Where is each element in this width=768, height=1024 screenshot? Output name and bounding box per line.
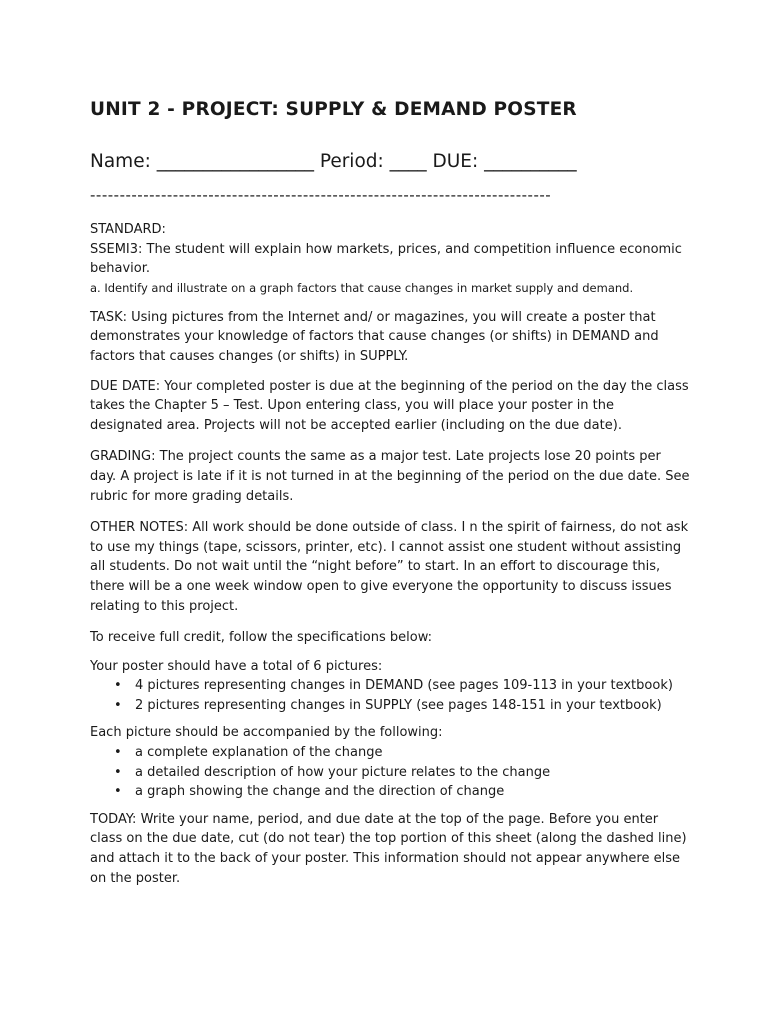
list-item-text: a graph showing the change and the direction of change bbox=[135, 784, 505, 800]
list-item bbox=[90, 676, 690, 696]
each-items-list bbox=[90, 743, 690, 802]
list-item-text: a detailed description of how your picture relates to the change bbox=[135, 764, 551, 780]
task-paragraph: TASK: Using pictures from the Internet and/ or magazines, you will create a poster that demonstrates your knowledge of factors that cause changes (or shifts) in DEMAND and factors that causes changes (or shifts) in SUPPLY. bbox=[90, 309, 659, 364]
list-item bbox=[90, 743, 690, 763]
grading-paragraph: GRADING: The project counts the same as a major test. Late projects lose 20 points per day. A project is late if it is not turned in at the beginning of the period on the due date. See rubric for more grading details. bbox=[90, 449, 690, 504]
due-date-paragraph: DUE DATE: Your completed poster is due at the beginning of the period on the day the class takes the Chapter 5 – Test. Upon entering class, you will place your poster in the designated area. Projects will not be accepted earlier (including on the due date). bbox=[90, 378, 689, 433]
today-paragraph: TODAY: Write your name, period, and due date at the top of the page. Before you enter class on the due date, cut (do not tear) the top portion of this sheet (along the dashed line) and attach it to the back of your poster. This information should not appear anywhere else on the poster. bbox=[90, 811, 687, 886]
list-item-text: a complete explanation of the change bbox=[135, 745, 383, 761]
poster-requirements-section bbox=[90, 657, 690, 716]
list-item bbox=[90, 696, 690, 716]
receive-credit-line: To receive full credit, follow the specifications below: bbox=[90, 630, 433, 646]
document-title: UNIT 2 - PROJECT: SUPPLY & DEMAND POSTER bbox=[90, 99, 577, 120]
poster-intro: Your poster should have a total of 6 pictures: bbox=[90, 658, 383, 674]
document-page bbox=[90, 96, 690, 888]
list-item-text: 2 pictures representing changes in SUPPLY (see pages 148-151 in your textbook) bbox=[135, 697, 662, 713]
bullet-icon: • bbox=[114, 697, 122, 713]
standard-section bbox=[90, 220, 690, 298]
list-item bbox=[90, 782, 690, 802]
other-notes-paragraph: OTHER NOTES: All work should be done outside of class. I n the spirit of fairness, do not ask to use my things (tape, scissors, printer, etc). I cannot assist one student without assisting all students. Do not wait until the “night before” to start. In an effort to discourage this, there will be a one week window open to give everyone the opportunity to discuss issues relating to this project. bbox=[90, 520, 689, 614]
poster-items-list bbox=[90, 676, 690, 715]
list-item bbox=[90, 763, 690, 783]
bullet-icon: • bbox=[114, 678, 122, 694]
name-period-due-line: Name: _________________ Period: ____ DUE: __________ bbox=[90, 151, 577, 172]
each-intro: Each picture should be accompanied by the following: bbox=[90, 725, 443, 741]
standard-code-text: SSEMI3: The student will explain how markets, prices, and competition influence economic behavior. bbox=[90, 241, 682, 277]
standard-sub-item: a. Identify and illustrate on a graph factors that cause changes in market supply and demand. bbox=[90, 280, 634, 295]
dashed-cut-line: ------------------------------------------------------------------------------ bbox=[90, 186, 552, 204]
bullet-icon: • bbox=[114, 784, 122, 800]
bullet-icon: • bbox=[114, 745, 122, 761]
bullet-icon: • bbox=[114, 764, 122, 780]
picture-requirements-section bbox=[90, 723, 690, 801]
list-item-text: 4 pictures representing changes in DEMAND (see pages 109-113 in your textbook) bbox=[135, 678, 673, 694]
standard-heading: STANDARD: bbox=[90, 222, 166, 237]
